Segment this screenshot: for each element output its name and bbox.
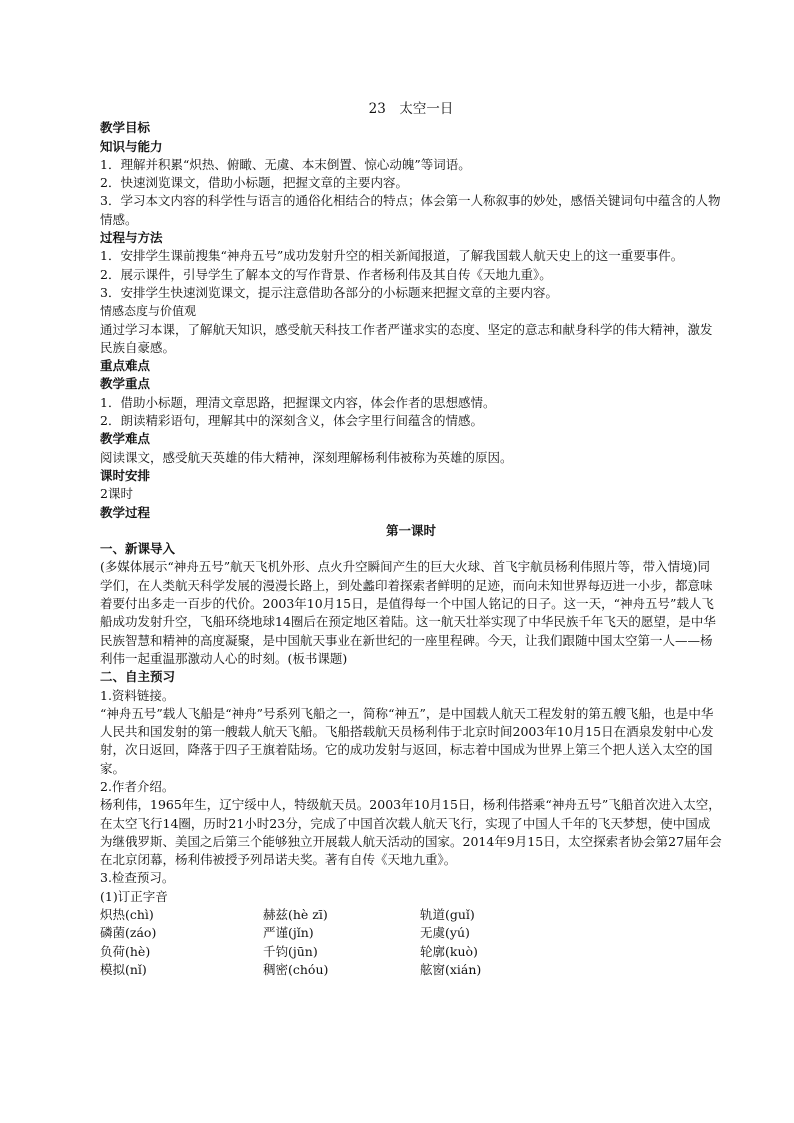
pron-cell: 轮廓(kuò) <box>420 943 478 959</box>
intro-heading: 一、新课导入 <box>100 541 176 557</box>
pron-cell: 模拟(nǐ) <box>100 961 147 977</box>
pron-cell: 磷菌(záo) <box>100 925 157 941</box>
knowledge-heading: 知识与能力 <box>100 138 163 154</box>
schedule-text: 2课时 <box>100 486 133 502</box>
pron-cell: 严谨(jǐn) <box>263 925 314 941</box>
process-heading: 过程与方法 <box>100 230 163 246</box>
pron-cell: 赫兹(hè zī) <box>263 907 328 923</box>
process-item: 1．安排学生课前搜集“神舟五号”成功发射升空的相关新闻报道，了解我国载人航天史上的这一重要事件。 <box>100 248 684 264</box>
schedule-heading: 课时安排 <box>100 467 151 483</box>
pron-cell: 无虞(yú) <box>420 925 470 941</box>
procedure-heading: 教学过程 <box>100 504 151 520</box>
knowledge-item: 1．理解并积累“炽热、俯瞰、无虞、本末倒置、惊心动魄”等词语。 <box>100 156 471 172</box>
pron-cell: 炽热(chì) <box>100 907 154 923</box>
key-item: 2．朗读精彩语句，理解其中的深刻含义，体会字里行间蕴含的情感。 <box>100 413 483 429</box>
pronunciation-table <box>100 906 722 979</box>
preview-heading: 二、自主预习 <box>100 669 176 685</box>
pron-cell: 千钧(jūn) <box>263 943 318 959</box>
difficult-text: 阅读课文，感受航天英雄的伟大精神，深刻理解杨利伟被称为英雄的原因。 <box>100 449 513 465</box>
knowledge-item: 3．学习本文内容的科学性与语言的通俗化相结合的特点；体会第一人称叙事的妙处，感悟关键词句中蕴含的人物情感。 <box>100 193 721 227</box>
key-heading: 教学重点 <box>100 376 151 392</box>
page-title: 23 太空一日 <box>368 101 454 117</box>
author-text: 杨利伟，1965年生，辽宁绥中人，特级航天员。2003年10月15日，杨利伟搭乘“神舟五号”飞船首次进入太空，在太空飞行14圈，历时21小时23分，完成了中国首次载人航天飞行，实现了中国人千年的飞天梦想，使中国成为继俄罗斯、美国之后第三个能够独立开展载人航天活动的国家。2014年9月15日，太空探索者协会第27届年会在北京闭幕，杨利伟被授予列昂诺夫奖。著有自传《天地九重》。 <box>100 797 722 868</box>
emotion-text: 通过学习本课，了解航天知识，感受航天科技工作者严谨求实的态度、坚定的意志和献身科学的伟大精神，激发民族自豪感。 <box>100 321 713 355</box>
intro-text: (多媒体展示“神舟五号”航天飞机外形、点火升空瞬间产生的巨大火球、首飞宇航员杨利伟照片等，带入情境)同学们，在人类航天科学发展的漫漫长路上，到处蠡印着探索者鲜明的足迹，而向未知世界每迈进一小步，都意味着要付出多走一百步的代价。2003年10月15日，是值得每一个中国人铭记的日子。这一天，“神舟五号”载人飞船成功发射升空，飞船环绕地球14圈后在预定地区着陆。这一航天壮举实现了中华民族千年飞天的愿望，是中华民族智慧和精神的高度凝聚，是中国航天事业在新世纪的一座里程碑。今天，让我们跟随中国太空第一人——杨利伟一起重温那激动人心的时刻。(板书课题) <box>100 559 716 666</box>
link-text: “神舟五号”载人飞船是“神舟”号系列飞船之一，简称“神五”，是中国载人航天工程发射的第五艘飞船，也是中华人民共和国发射的第一艘载人航天飞船。飞船搭载航天员杨利伟于北京时间2003年10月15日在酒泉发射中心发射，次日返回，降落于四子王旗着陆场。它的成功发射与返回，标志着中国成为世界上第三个把人送入太空的国家。 <box>100 705 714 776</box>
link-heading: 1.资料链接。 <box>100 687 175 703</box>
pron-heading: (1)订正字音 <box>100 888 168 904</box>
pron-cell: 轨道(guǐ) <box>420 907 475 923</box>
difficult-heading: 教学难点 <box>100 431 151 447</box>
author-heading: 2.作者介绍。 <box>100 778 175 794</box>
emotion-heading: 情感态度与价值观 <box>100 304 197 319</box>
pron-cell: 稠密(chóu) <box>263 961 329 977</box>
process-item: 3．安排学生快速浏览课文，提示注意借助各部分的小标题来把握文章的主要内容。 <box>100 284 558 300</box>
document-page <box>100 100 722 979</box>
check-heading: 3.检查预习。 <box>100 870 175 886</box>
key-item: 1．借助小标题，理清文章思路，把握课文内容，体会作者的思想感情。 <box>100 394 496 410</box>
knowledge-item: 2．快速浏览课文，借助小标题，把握文章的主要内容。 <box>100 175 408 191</box>
lesson-heading: 第一课时 <box>385 522 436 538</box>
goals-heading: 教学目标 <box>100 120 151 136</box>
pron-cell: 舷窗(xián) <box>420 961 482 977</box>
key-difficult-heading: 重点难点 <box>100 358 151 374</box>
process-item: 2．展示课件，引导学生了解本文的写作背景、作者杨利伟及其自传《天地九重》。 <box>100 266 552 282</box>
pron-cell: 负荷(hè) <box>100 943 151 959</box>
